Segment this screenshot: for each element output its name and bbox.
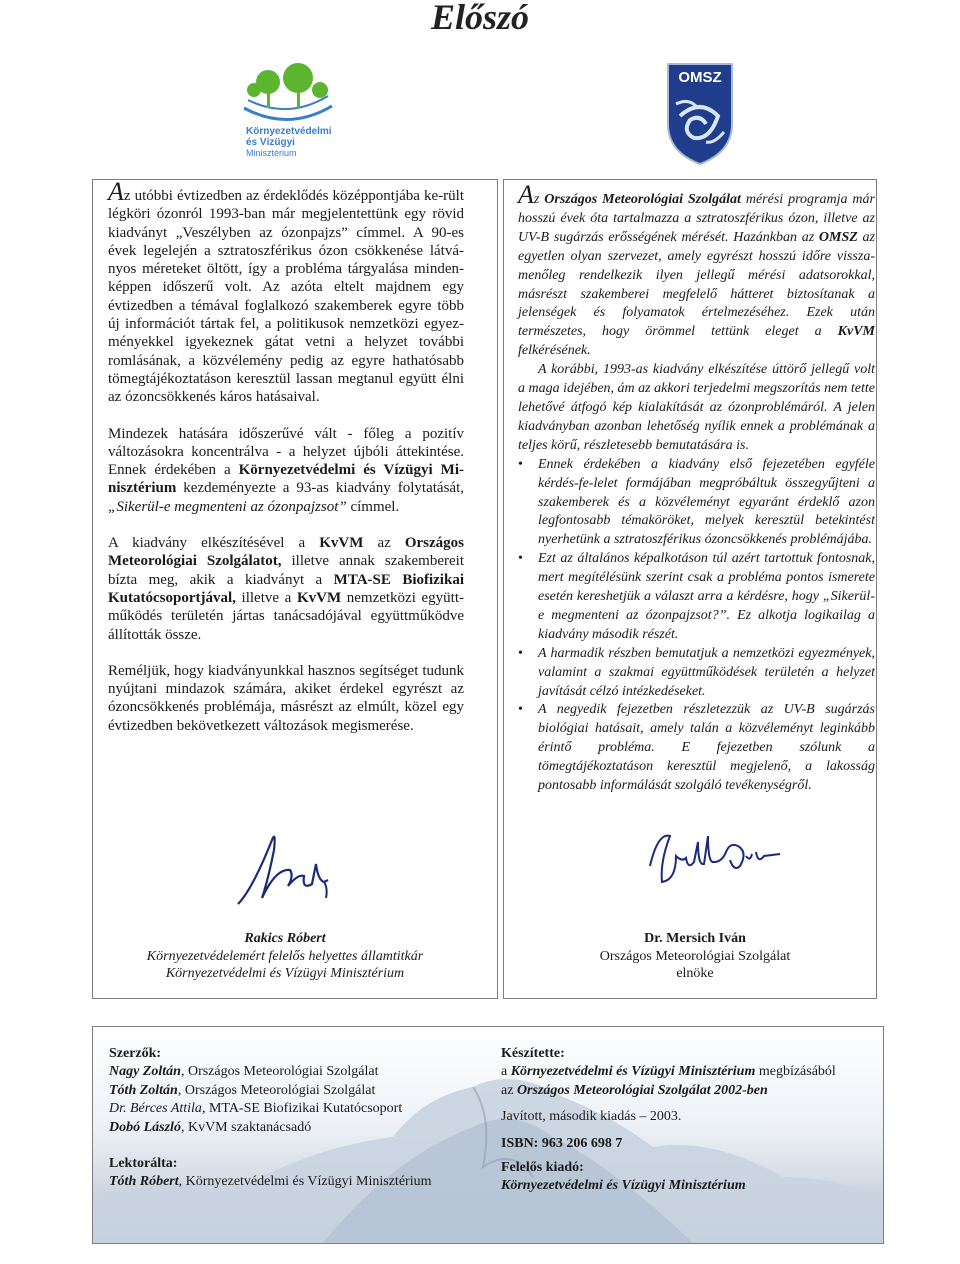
edition: Javított, második kiadás – 2003. (501, 1109, 682, 1125)
right-paragraph-1: Az Országos Meteorológiai Szolgálat mérési programja már hosszú évek óta tartalmazza a sztratoszférikus ózon, illetve az UV-B sugárzás erősségének mérését. Hazánkban az OMSZ az egyetlen olyan szervezet, amely egyrészt hosszú időre vissza-menőleg rendelkezik ilyen jellegű mérési adatsorokkal, másrészt szakemberei megfelelő hátteret biztosítanak a jelenségek és folyamatok értelmezéséhez. Ezek után természetes, hogy örömmel tettünk eleget a KvVM felkérésének. (518, 180, 875, 359)
right-bullet-list (518, 456, 875, 796)
signatory-org: Országos Meteorológiai Szolgálat (599, 948, 791, 964)
omsz-logo (666, 62, 734, 166)
list-item: • Ezt az általános képalkotáson túl azért tartottuk fontosnak, mert megítélésünk szerint csak a probléma pontos ismerete esetén kereshetjük a választ arra a kérdésre, hogy „Sikerül-e megmenteni az ózonpajzsot?”. Ez alkotja logikailag a kiadvány második részét. (518, 550, 875, 645)
credits-left (109, 1045, 479, 1192)
omsz-shield-icon (666, 62, 734, 166)
left-column (108, 177, 464, 735)
list-item: Dobó László, KvVM szaktanácsadó (109, 1119, 312, 1135)
list-item: • A harmadik részben bemutatjuk a nemzetközi egyezmények, valamint a szakmai együttműködések területén a helyzet javítását célzó intézkedéseket. (518, 645, 875, 702)
list-item: Tóth Zoltán, Országos Meteorológiai Szolgálat (109, 1082, 376, 1098)
dropcap: A (108, 177, 124, 206)
left-paragraph-1: Az utóbbi évtizedben az érdeklődés középpontjába ke-rült légköri ózonról 1993-ban már megjelentettünk egy rövid kiadványt „Veszélyben az ózonpajzs” címmel. A 90-es évek legelején a sztratoszférikus ózon csökkenése látvá-nyos méreteket öltött, így a probléma tárgyalása minden-képpen időszerű volt. Az azóta eltelt majdnem egy évtizedben a témával foglalkozó szakemberek egyre több új információt tártak fel, a politikusok nemzetközi egyez-ményekkel igyekeznek gátat vetni a helyzet további romlásának, a közvélemény pedig az egyre hathatósabb tömegtájékoztatáson keresztül lassan megtanul együtt élni az ózoncsökkenés káros hatásaival. (108, 177, 464, 406)
credits-right: Készítette: a Környezetvédelmi és Vízügyi Minisztérium megbízásából az Országos Meteorológiai Szolgálat 2002-ben Javított, második kiadás – 2003. ISBN: 963 206 698 7 Felelős kiadó: Környezetvédelmi és Vízügyi Minisztérium (501, 1045, 871, 1196)
list-item: • A negyedik fejezetben részletezzük az UV-B sugárzás biológiai hatásait, amely talán a közvéleményt leginkább érintő probléma. E fejezetben szólunk a tömegtájékoztatáson keresztül megjelenő, a lakosság pontosabb informálását szolgáló tevékenységről. (518, 701, 875, 796)
dropcap: A (518, 180, 534, 209)
reviewer: Tóth Róbert, Környezetvédelmi és Vízügyi Minisztérium (109, 1174, 432, 1190)
signatory-title: Környezetvédelemért felelős helyettes államtitkár (146, 948, 424, 964)
authors-label: Szerzők: (109, 1046, 162, 1061)
left-paragraph-3: A kiadvány elkészítésével a KvVM az Országos Meteorológiai Szolgálatot, illetve annak szakembereit bízta meg, akik a kiadványt a MTA-SE Biofizikai Kutatócsoportjával, illetve a KvVM nemzetközi együtt-működés területén jártas tanácsadójával együttműködve állították össze. (108, 535, 464, 643)
logo-line-3: Minisztérium (246, 148, 297, 158)
signatory-org: Környezetvédelmi és Vízügyi Minisztérium (165, 966, 405, 981)
publisher: Környezetvédelmi és Vízügyi Minisztérium (501, 1178, 746, 1194)
right-paragraph-2: A korábbi, 1993-as kiadvány elkészítése úttörő jellegű volt a maga idejében, ám az akkori terjedelmi megszorítás nem tette lehetővé átfogó kép kialakítását az ózonproblémáról. A jelen kiadványban azonban lehetőség nyílik ennek a problémának a teljes körű, részletesebb bemutatására is. (518, 362, 875, 453)
credits-box (92, 1026, 884, 1244)
left-paragraph-4: Reméljük, hogy kiadványunkkal hasznos segítséget tudunk nyújtani mindazok számára, akiket érdekel egyrészt az ózoncsökkenés problémája, másrészt az elmúlt, közel egy évtizedben bekövetkezett változások megismerése. (108, 662, 464, 734)
tree-icon (238, 60, 338, 126)
reviewed-label: Lektorálta: (109, 1156, 178, 1172)
right-column (518, 180, 875, 796)
signature-left (232, 820, 342, 920)
left-paragraph-2: Mindezek hatására időszerűvé vált - főleg a pozitív változásokra koncentrálva - a helyzet újbóli áttekintése. Ennek érdekében a Környezetvédelmi és Vízügyi Mi-nisztérium kezdeményezte a 93-as kiadvány folytatását, „Sikerül-e megmenteni az ózonpajzsot” címmel. (108, 425, 464, 515)
omsz-label: OMSZ (678, 69, 722, 86)
logo-line-2: és Vízügyi (246, 137, 295, 148)
publisher-label: Felelős kiadó: (501, 1160, 584, 1176)
signatory-name: Rakics Róbert (244, 931, 326, 946)
signatory-title: elnöke (676, 966, 714, 981)
signature-right (640, 822, 790, 894)
logo-line-1: Környezetvédelmi (246, 126, 332, 137)
isbn: ISBN: 963 206 698 7 (501, 1135, 623, 1151)
ministry-logo (238, 60, 338, 178)
list-item: Dr. Bérces Attila, MTA-SE Biofizikai Kutatócsoport (109, 1101, 403, 1117)
signatory-left (140, 930, 430, 983)
made-label: Készítette: (501, 1046, 565, 1061)
signatory-right (560, 930, 830, 983)
list-item: • Ennek érdekében a kiadvány első fejezetében egyféle kérdés-fe-lelet formájában megpróbáltuk összegyűjteni a szakemberek és a közvéleményt egyaránt érdeklő azon legfontosabb témaköröket, melyek keresztül betekintést nyerhetünk a sztratoszférikus ózoncsökkenés problémájába. (518, 456, 875, 551)
signatory-name: Dr. Mersich Iván (644, 931, 746, 946)
list-item: Nagy Zoltán, Országos Meteorológiai Szolgálat (109, 1064, 379, 1080)
page-title: Előszó (430, 0, 530, 37)
